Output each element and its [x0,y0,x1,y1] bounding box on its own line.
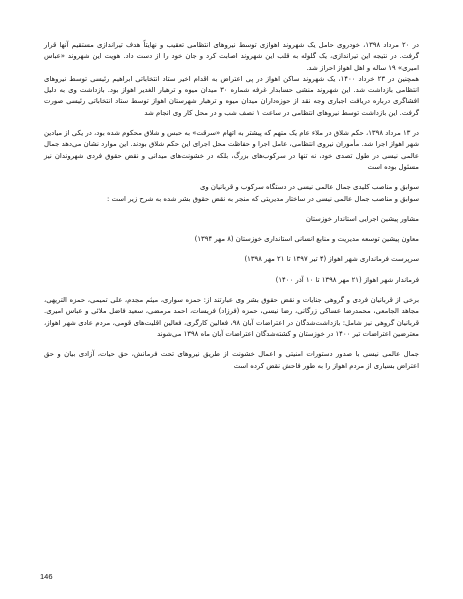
position-item: مشاور پیشین اجرایی استاندار خوزستان [305,214,419,223]
document-page [44,40,419,372]
paragraph-arrest: همچنین در ۲۳ خرداد ۱۴۰۰، یک شهروند ساکن اهواز در پی اعتراض به اقدام اخیر ستاد انتخاباتی ابراهیم رئیسی توسط نیروهای انتظامی بازداشت شد. این شهروند منشی حسابدار غرفه شماره ۳۰ میدان میوه و ترهبار الغدیر اهواز بود. بازداشت وی به دلیل افشاگری درباره دریافت اجباری وجه نقد از حوزه‌داران میدان میوه و ترهبار شهرستان اهواز توسط ستاد انتخاباتی رئیسی صورت گرفت. این بازداشت توسط نیروهای انتظامی در ساعت ۱ نصف شب و در محل کار وی انجام شد [44,74,419,117]
closing-paragraph: جمال عالمی نیسی با صدور دستورات امنیتی و اعمال خشونت از طریق نیروهای تحت فرمانش، حق حیات، آزادی بیان و حق اعتراض بسیاری از مردم اهواز را به طور فاحش نقض کرده است [44,350,419,370]
paragraph-shooting: در ۲۰ مرداد ۱۳۹۸، خودروی حامل یک شهروند اهوازی توسط نیروهای انتظامی تعقیب و نهایتاً هدف تیراندازی مستقیم آنها قرار گرفت. در نتیجه این تیراندازی، یک گلوله به قلب این شهروند اصابت کرد و جان خود را از دست داد. هویت این شهروند «عباس امیری» ۱۹ ساله و اهل اهواز احراز شد. [44,41,419,72]
position-item: سرپرست فرمانداری شهر اهواز (۴ تیر ۱۳۹۷ تا ۲۱ مهر ۱۳۹۸) [244,255,419,264]
victims-paragraph: برخی از قربانیان فردی و گروهی جنایات و نقض حقوق بشر وی عبارتند از: حمزه سواری، میثم مجدم، علی تمیمی، حمزه التریهی، مجاهد الجامعی، محمدرضا عساکی زرگانی، رضا نیسی، حمزه (فرزاد) فریسات، احمد مرمضی، سعید فاضل ملائی و عباس امیری. قربانیان گروهی نیز شامل: بازداشت‌شدگان در اعتراضات آبان ۹۸، فعالین کارگری، فعالین اقلیت‌های قومی، مردم عادی شهر اهواز، معترضین اعتراضات تیر ۱۴۰۰ در خوزستان و کشته‌شدگان اعتراضات آبان ماه ۱۳۹۸ می‌شوند [44,296,419,338]
paragraph-flogging: در ۱۳ مرداد ۱۳۹۸، حکم شلاق در ملاء عام یک متهم که پیشتر به اتهام «سرقت» به حبس و شلاق محکوم شده بود، در یکی از میادین شهر اهواز اجرا شد. مأموران نیروی انتظامی، عامل اجرا و حفاظت محل اجرای این حکم شلاق بودند. این موارد نشان می‌دهد جمال عالمی نیسی در طول تصدی خود، نه تنها در سرکوب‌های بزرگ، بلکه در خشونت‌های میدانی و نقض حقوق فردی شهروندان نیز مسئول بوده است [44,129,419,171]
position-item: فرماندار شهر اهواز (۲۱ مهر ۱۳۹۸ تا ۱۰ آذر ۱۴۰۰) [275,275,419,284]
position-item: معاون پیشین توسعه مدیریت و منابع انسانی استانداری خوزستان (۸ مهر ۱۳۹۴) [194,235,419,244]
page-number: 146 [40,572,53,581]
section-heading: سوابق و مناصب کلیدی جمال عالمی نیسی در دستگاه سرکوب و قربانیان وی [200,183,419,192]
section-intro: سوابق و مناصب جمال عالمی نیسی در ساختار مدیریتی که منجر به نقض حقوق بشر شده به شرح زیر است : [106,194,419,203]
